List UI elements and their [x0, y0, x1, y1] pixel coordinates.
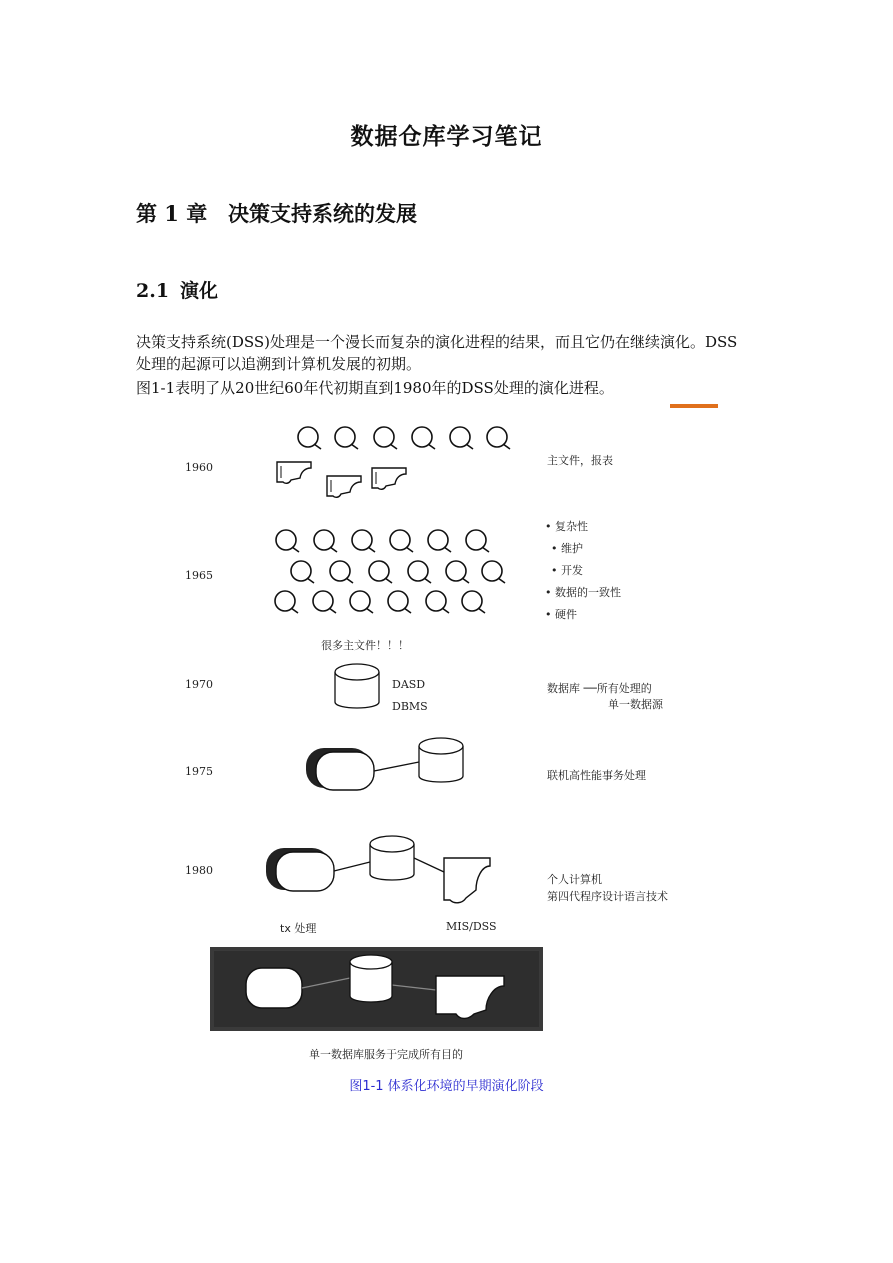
year-1975: 1975: [185, 765, 213, 778]
single-database-panel: [210, 947, 543, 1031]
paragraph-line-2: 处理的起源可以追溯到计算机发展的初期。: [136, 355, 422, 373]
chapter-number: 第 1 章: [136, 201, 208, 226]
note-1965-maintenance: • 维护: [551, 542, 583, 555]
note-1965-consistency: • 数据的一致性: [545, 586, 621, 599]
document-title: 数据仓库学习笔记: [350, 123, 543, 150]
section-title: 演化: [180, 280, 219, 302]
year-1970: 1970: [185, 678, 213, 691]
dbms-label: DBMS: [392, 700, 428, 713]
section-number: 2.1: [136, 280, 170, 302]
tx-mis-1980: [266, 836, 490, 903]
mis-dss-label: MIS/DSS: [446, 920, 497, 933]
note-1965-hardware: • 硬件: [545, 608, 577, 621]
many-master-files-label: 很多主文件！！！: [321, 639, 409, 652]
note-1970-line1: 数据库 ──所有处理的: [547, 682, 652, 695]
note-1965-complexity: • 复杂性: [545, 520, 588, 533]
chapter-title: 决策支持系统的发展: [228, 201, 417, 226]
figure-caption: 图1-1 体系化环境的早期演化阶段: [349, 1079, 544, 1094]
dasd-label: DASD: [392, 678, 426, 691]
paragraph-line-3: 图1-1表明了从20世纪60年代初期直到1980年的DSS处理的演化进程。: [136, 379, 614, 397]
master-files-1965: [275, 530, 505, 613]
note-1960: 主文件，报表: [547, 454, 613, 467]
note-1965-development: • 开发: [551, 564, 583, 577]
tx-processing-label: tx 处理: [280, 922, 317, 935]
note-1980-line2: 第四代程序设计语言技术: [547, 890, 668, 903]
master-files-1960: [298, 427, 510, 449]
year-1960: 1960: [185, 461, 213, 474]
year-1965: 1965: [185, 569, 213, 582]
paragraph-line-1: 决策支持系统(DSS)处理是一个漫长而复杂的演化进程的结果，而且它仍在继续演化。DSS: [136, 333, 738, 351]
year-1980: 1980: [185, 864, 213, 877]
reports-1960: [277, 462, 406, 497]
note-1975: 联机高性能事务处理: [547, 769, 646, 782]
note-1970-line2: 单一数据源: [608, 698, 663, 711]
single-database-label: 单一数据库服务于完成所有目的: [309, 1048, 463, 1061]
oltp-1975: [306, 738, 463, 790]
database-1970: [335, 664, 379, 708]
note-1980-line1: 个人计算机: [547, 873, 602, 886]
